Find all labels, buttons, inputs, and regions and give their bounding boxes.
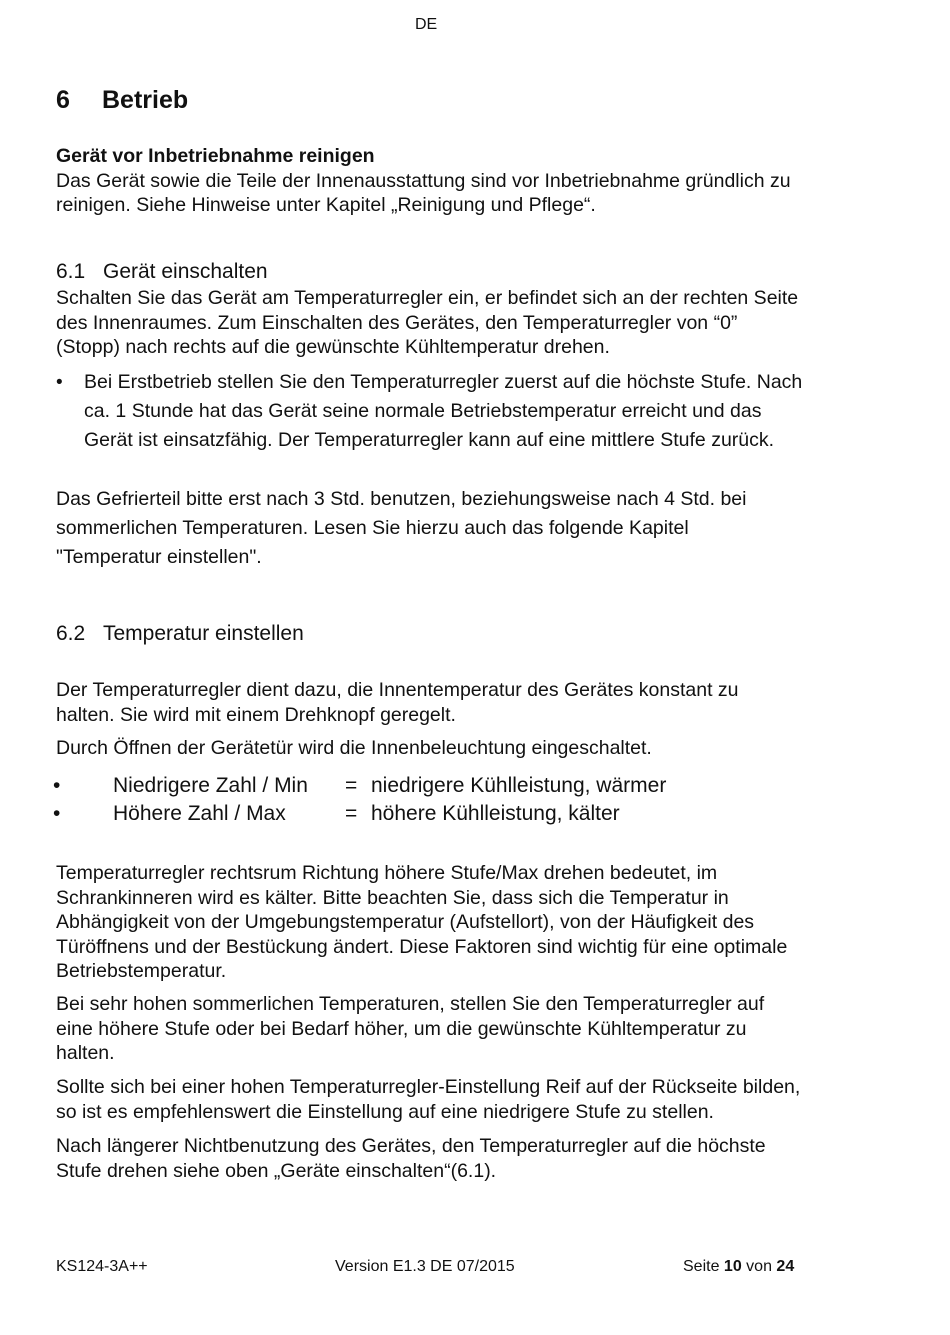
text-line: des Innenraumes. Zum Einschalten des Gerätes, den Temperaturregler von “0” xyxy=(56,311,738,334)
section-heading-6-2 xyxy=(56,622,304,646)
setting-label: Niedrigere Zahl / Min xyxy=(113,774,308,797)
section-number: 6.1 xyxy=(56,260,86,283)
bullet-icon: • xyxy=(56,372,63,393)
text-line: Der Temperaturregler dient dazu, die Innentemperatur des Gerätes konstant zu xyxy=(56,679,739,701)
text-line: so ist es empfehlenswert die Einstellung auf eine niedrigere Stufe zu stellen. xyxy=(56,1100,714,1123)
text-line: Stufe drehen siehe oben „Geräte einschalten“(6.1). xyxy=(56,1159,497,1182)
section-title: Betrieb xyxy=(102,86,189,114)
text-line: Abhängigkeit von der Umgebungstemperatur (Aufstellort), von der Häufigkeit des xyxy=(56,911,755,933)
section-number: 6 xyxy=(56,86,70,114)
page-total: 24 xyxy=(776,1258,795,1275)
cleaning-block xyxy=(56,144,791,218)
page-of: von xyxy=(746,1258,772,1275)
text-line: Nach längerer Nichtbenutzung des Gerätes, den Temperaturregler auf die höchste xyxy=(56,1135,766,1157)
regulator-paragraph-2 xyxy=(56,992,764,1066)
page-prefix: Seite xyxy=(683,1258,720,1275)
text-line: Schrankinneren wird es kälter. Bitte beachten Sie, dass sich die Temperatur in xyxy=(56,886,729,909)
language-marker: DE xyxy=(415,16,438,33)
section-title: Temperatur einstellen xyxy=(103,622,304,645)
page-current: 10 xyxy=(723,1258,742,1275)
interior-light-note: Durch Öffnen der Gerätetür wird die Innenbeleuchtung eingeschaltet. xyxy=(56,737,652,759)
text-line: Türöffnens und der Bestückung ändert. Diese Faktoren sind wichtig für eine optimale xyxy=(56,935,788,958)
regulator-paragraph-4 xyxy=(56,1134,766,1183)
text-line: halten. Sie wird mit einem Drehknopf geregelt. xyxy=(56,703,456,726)
bullet-icon: • xyxy=(53,802,61,825)
regulator-intro xyxy=(56,678,739,727)
text-line: Das Gefrierteil bitte erst nach 3 Std. benutzen, beziehungsweise nach 4 Std. bei xyxy=(56,488,747,510)
text-line: halten. xyxy=(56,1042,115,1064)
text-line: Bei sehr hohen sommerlichen Temperaturen, stellen Sie den Temperaturregler auf xyxy=(56,993,765,1015)
text-line: Sollte sich bei einer hohen Temperaturregler-Einstellung Reif auf der Rückseite bilden, xyxy=(56,1076,801,1098)
text-line: eine höhere Stufe oder bei Bedarf höher, um die gewünschte Kühltemperatur zu xyxy=(56,1017,747,1040)
text-line: (Stopp) nach rechts auf die gewünschte Kühltemperatur drehen. xyxy=(56,336,610,358)
setting-effect: niedrigere Kühlleistung, wärmer xyxy=(371,774,667,797)
text-line: Das Gerät sowie die Teile der Innenausstattung sind vor Inbetriebnahme gründlich zu xyxy=(56,169,791,192)
equals-sign: = xyxy=(345,802,358,825)
regulator-paragraph-1 xyxy=(56,861,787,984)
footer-version: Version E1.3 DE 07/2015 xyxy=(335,1258,515,1275)
freezer-paragraph xyxy=(56,485,747,572)
setting-label: Höhere Zahl / Max xyxy=(113,802,286,825)
switch-on-paragraph xyxy=(56,286,798,360)
text-line: Betriebstemperatur. xyxy=(56,960,227,982)
text-line: Gerät ist einsatzfähig. Der Temperaturregler kann auf eine mittlere Stufe zurück. xyxy=(84,429,775,451)
bullet-icon: • xyxy=(53,774,61,797)
section-number: 6.2 xyxy=(56,622,86,645)
setting-row xyxy=(0,800,950,828)
setting-effect: höhere Kühlleistung, kälter xyxy=(371,802,620,825)
cleaning-title: Gerät vor Inbetriebnahme reinigen xyxy=(56,145,375,167)
footer-model: KS124-3A++ xyxy=(56,1258,148,1275)
equals-sign: = xyxy=(345,774,358,797)
text-line: Bei Erstbetrieb stellen Sie den Temperaturregler zuerst auf die höchste Stufe. Nach xyxy=(84,371,803,393)
text-line: "Temperatur einstellen". xyxy=(56,546,262,568)
footer-page-number xyxy=(683,1258,794,1276)
text-line: reinigen. Siehe Hinweise unter Kapitel „Reinigung und Pflege“. xyxy=(56,194,596,216)
first-use-bullet xyxy=(84,368,802,455)
regulator-paragraph-3 xyxy=(56,1075,800,1124)
text-line: sommerlichen Temperaturen. Lesen Sie hierzu auch das folgende Kapitel xyxy=(56,517,689,539)
setting-row xyxy=(0,772,950,800)
text-line: Schalten Sie das Gerät am Temperaturregler ein, er befindet sich an der rechten Seite xyxy=(56,287,799,309)
setting-table xyxy=(0,772,950,828)
text-line: Temperaturregler rechtsrum Richtung höhere Stufe/Max drehen bedeutet, im xyxy=(56,862,718,884)
text-line: ca. 1 Stunde hat das Gerät seine normale Betriebstemperatur erreicht und das xyxy=(84,400,762,422)
section-title: Gerät einschalten xyxy=(103,260,268,283)
section-heading-6 xyxy=(56,86,188,115)
section-heading-6-1 xyxy=(56,260,268,284)
